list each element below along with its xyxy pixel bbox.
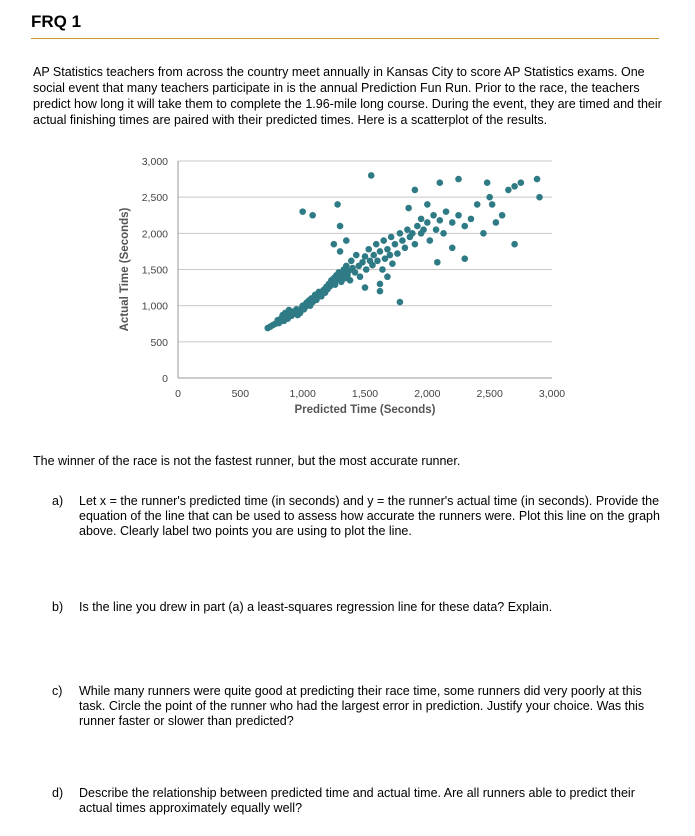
data-point bbox=[337, 248, 344, 255]
data-point bbox=[299, 208, 306, 215]
data-point bbox=[511, 241, 518, 248]
gridlines bbox=[178, 161, 552, 342]
data-point bbox=[489, 201, 496, 208]
axis-labels bbox=[119, 156, 565, 416]
data-point bbox=[352, 269, 359, 276]
x-tick-label: 500 bbox=[231, 388, 250, 400]
data-points bbox=[264, 172, 542, 331]
data-point bbox=[414, 223, 421, 230]
data-point bbox=[433, 226, 440, 233]
data-point bbox=[384, 273, 391, 280]
question-b bbox=[52, 600, 664, 615]
data-point bbox=[449, 219, 456, 226]
x-tick-label: 3,000 bbox=[538, 388, 566, 400]
x-tick-label: 1,500 bbox=[351, 388, 379, 400]
data-point bbox=[484, 179, 491, 186]
data-point bbox=[353, 252, 360, 259]
data-point bbox=[402, 245, 409, 252]
y-tick-label: 1,000 bbox=[141, 300, 168, 313]
y-tick-label: 500 bbox=[150, 336, 168, 349]
data-point bbox=[377, 248, 384, 255]
data-point bbox=[455, 176, 462, 183]
data-point bbox=[499, 212, 506, 219]
data-point bbox=[405, 205, 412, 212]
data-point bbox=[359, 259, 366, 266]
data-point bbox=[377, 281, 384, 288]
data-point bbox=[357, 273, 364, 280]
question-c-text: While many runners were quite good at predicting their race time, some runners did very poorly at this task. Circle the point of the runner who had the largest error in prediction. Justify your choice. Was this runner faster or slower than predicted? bbox=[79, 684, 645, 728]
data-point bbox=[388, 234, 395, 241]
data-point bbox=[397, 230, 404, 237]
data-point bbox=[461, 255, 468, 262]
data-point bbox=[370, 252, 377, 259]
question-a bbox=[52, 494, 664, 539]
y-tick-label: 0 bbox=[162, 373, 168, 385]
data-point bbox=[461, 223, 468, 230]
data-point bbox=[380, 237, 387, 244]
question-b-label: b) bbox=[52, 600, 64, 614]
question-d bbox=[52, 786, 664, 816]
data-point bbox=[331, 241, 338, 248]
data-point bbox=[430, 212, 437, 219]
winner-statement: The winner of the race is not the fastest runner, but the most accurate runner. bbox=[33, 454, 461, 468]
data-point bbox=[362, 253, 369, 260]
data-point bbox=[505, 187, 512, 194]
data-point bbox=[511, 183, 518, 190]
question-c bbox=[52, 684, 664, 729]
data-point bbox=[427, 237, 434, 244]
y-tick-label: 2,000 bbox=[141, 228, 168, 241]
intro-paragraph: AP Statistics teachers from across the country meet annually in Kansas City to score AP Statistics exams. One social event that many teachers participate in is the annual Prediction Fun Run. Prior to the race, the teachers predict how long it will take them to complete the 1.96-mile long course. During the event, they are timed and their actual finishing times are paired with their predicted times. Here is a scatterplot of the results. bbox=[33, 65, 662, 127]
page-title: FRQ 1 bbox=[31, 12, 82, 31]
data-point bbox=[362, 284, 369, 291]
data-point bbox=[373, 241, 380, 248]
data-point bbox=[534, 176, 541, 183]
data-point bbox=[437, 217, 444, 224]
data-point bbox=[397, 299, 404, 306]
scatterplot bbox=[110, 150, 580, 435]
data-point bbox=[334, 201, 341, 208]
y-axis-title: Actual Time (Seconds) bbox=[119, 207, 131, 332]
data-point bbox=[437, 179, 444, 186]
data-point bbox=[377, 288, 384, 295]
y-tick-label: 3,000 bbox=[141, 156, 168, 168]
data-point bbox=[480, 230, 487, 237]
data-point bbox=[455, 212, 462, 219]
data-point bbox=[343, 237, 350, 244]
data-point bbox=[449, 245, 456, 252]
data-point bbox=[374, 258, 381, 265]
question-b-text: Is the line you drew in part (a) a least-squares regression line for these data? Explain. bbox=[79, 600, 553, 614]
y-tick-label: 1,500 bbox=[141, 264, 168, 277]
data-point bbox=[440, 230, 447, 237]
data-point bbox=[399, 237, 406, 244]
data-point bbox=[309, 212, 316, 219]
data-point bbox=[424, 201, 431, 208]
data-point bbox=[486, 194, 493, 201]
data-point bbox=[365, 246, 372, 253]
question-d-text: Describe the relationship between predicted time and actual time. Are all runners able to predict their actual times approximately equally well? bbox=[79, 786, 635, 815]
data-point bbox=[387, 252, 394, 259]
data-point bbox=[348, 258, 355, 265]
y-tick-label: 2,500 bbox=[141, 192, 168, 205]
question-a-text: Let x = the runner's predicted time (in seconds) and y = the runner's actual time (in seconds). Provide the equation of the line that can be used to assess how accurate the runners were. Plot this line on the graph above. Clearly label two points you are using to plot the line. bbox=[79, 494, 660, 538]
data-point bbox=[337, 223, 344, 230]
data-point bbox=[384, 246, 391, 253]
data-point bbox=[443, 208, 450, 215]
data-point bbox=[418, 216, 425, 223]
data-point bbox=[468, 216, 475, 223]
question-d-label: d) bbox=[52, 786, 64, 800]
data-point bbox=[363, 266, 370, 273]
data-point bbox=[493, 219, 500, 226]
data-point bbox=[369, 262, 376, 269]
data-point bbox=[536, 194, 543, 201]
title-divider bbox=[31, 38, 659, 39]
data-point bbox=[394, 250, 401, 257]
x-tick-label: 0 bbox=[175, 388, 181, 400]
data-point bbox=[424, 219, 431, 226]
x-tick-label: 1,000 bbox=[289, 388, 316, 400]
question-a-label: a) bbox=[52, 494, 64, 508]
data-point bbox=[412, 187, 419, 194]
x-tick-label: 2,000 bbox=[414, 388, 441, 400]
data-point bbox=[389, 260, 396, 267]
data-point bbox=[434, 259, 441, 266]
data-point bbox=[379, 266, 386, 273]
data-point bbox=[409, 230, 416, 237]
scatterplot-svg bbox=[110, 150, 580, 430]
data-point bbox=[347, 277, 354, 284]
x-axis-title: Predicted Time (Seconds) bbox=[294, 404, 436, 416]
question-c-label: c) bbox=[52, 684, 63, 698]
data-point bbox=[412, 241, 419, 248]
data-point bbox=[518, 179, 525, 186]
x-tick-label: 2,500 bbox=[476, 388, 503, 400]
data-point bbox=[474, 201, 481, 208]
data-point bbox=[420, 226, 427, 233]
data-point bbox=[392, 241, 399, 248]
data-point bbox=[368, 172, 375, 179]
